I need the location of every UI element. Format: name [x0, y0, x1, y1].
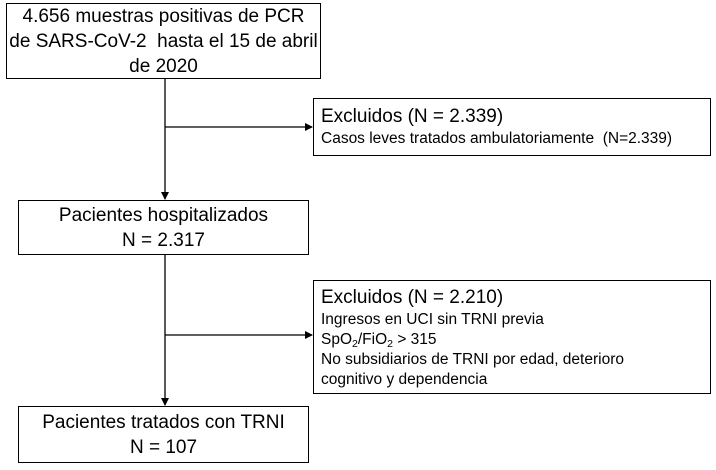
- final-box-line-2: N = 107: [129, 436, 198, 458]
- hospitalized-box-line-2: N = 2.317: [122, 229, 205, 251]
- exclusion-2-reason-2-subscript-2: 2: [387, 338, 394, 351]
- exclusion-1-heading: Excluidos (N = 2.339): [321, 106, 504, 127]
- exclusion-2-reason-2-subscript-1: 2: [352, 338, 358, 351]
- hospitalized-box-line-1: Pacientes hospitalizados: [58, 204, 269, 226]
- final-box: [18, 406, 309, 463]
- exclusion-2-reason-2-suffix: > 315: [393, 331, 437, 348]
- exclusion-2-reason-2: [321, 330, 710, 350]
- start-box-line-2: de SARS-CoV-2 hasta el 15 de abril: [9, 30, 318, 52]
- hospitalized-box: [18, 200, 309, 255]
- exclusion-2-reason-3-line-1: No subsidiarios de TRNI por edad, deterioro: [321, 351, 624, 368]
- exclusion-2-reason-2-mid: /FiO: [357, 331, 388, 348]
- exclusion-box-1: [313, 98, 711, 156]
- exclusion-2-reason-2-prefix: SpO: [321, 331, 353, 348]
- final-box-line-1: Pacientes tratados con TRNI: [42, 411, 285, 433]
- exclusion-2-heading: Excluidos (N = 2.210): [321, 287, 504, 308]
- exclusion-2-reason-1: Ingresos en UCI sin TRNI previa: [321, 311, 544, 328]
- exclusion-box-2: [313, 280, 711, 394]
- start-box-line-3: de 2020: [129, 55, 198, 77]
- exclusion-1-reason: Casos leves tratados ambulatoriamente (N=2.339): [321, 130, 673, 147]
- start-box-line-1: 4.656 muestras positivas de PCR: [22, 5, 305, 27]
- exclusion-2-reason-3-line-2: cognitivo y dependencia: [321, 371, 488, 388]
- start-box: [6, 3, 321, 79]
